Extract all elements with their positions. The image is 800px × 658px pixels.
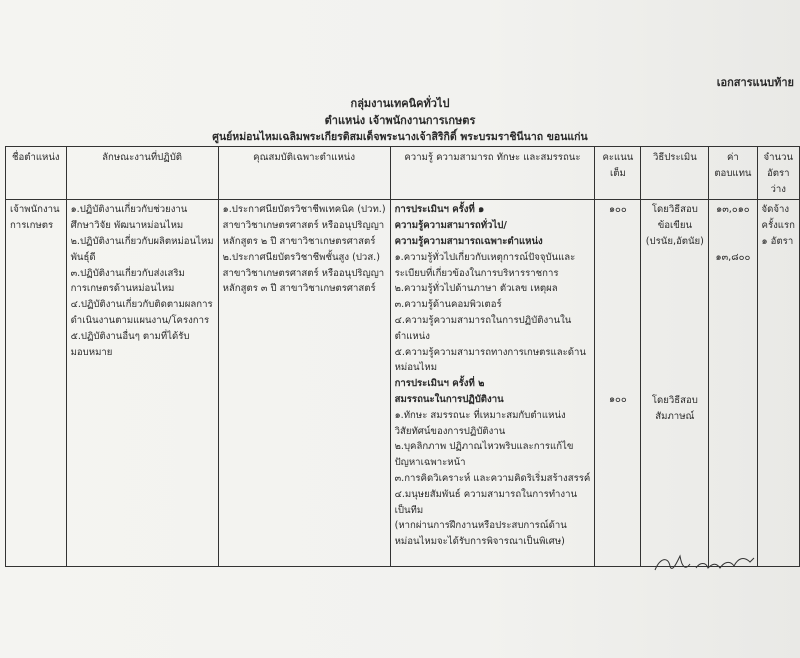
compensation-1: ๑๓,๐๑๐	[716, 204, 750, 216]
header-method: วิธีประเมิน	[641, 147, 709, 200]
competency-cell	[390, 200, 595, 567]
text-line: ตำแหน่ง	[394, 330, 430, 342]
text-line: โดยวิธีสอบ	[651, 204, 698, 216]
text-line: สมรรถนะในการปฏิบัติงาน	[394, 393, 504, 405]
round1-method	[645, 202, 704, 249]
text-line: การเกษตร	[10, 220, 54, 232]
header-score: คะแนนเต็ม	[595, 147, 641, 200]
text-line: ๕.ความรู้ความสามารถทางการเกษตรและด้าน	[394, 346, 586, 358]
text-line: ข้อเขียน	[657, 220, 693, 232]
round2-subtitle	[395, 392, 591, 408]
text-line: ๑.ทักษะ สมรรถนะ ที่เหมาะสมกับตำแหน่ง	[394, 409, 566, 421]
duties-cell	[66, 200, 218, 567]
text-line: ความรู้ความสามารถทั่วไป/	[394, 220, 507, 232]
text-line: ๒.ประกาศนียบัตรวิชาชีพชั้นสูง (ปวส.)	[222, 251, 380, 263]
text-line: (ปรนัย,อัตนัย)	[645, 235, 704, 247]
text-line: เป็นทีม	[394, 504, 424, 516]
header-vacancy: จำนวน อัตราว่าง	[757, 147, 799, 200]
vacancy-cell	[757, 200, 799, 567]
text-line: (หากผ่านการฝึกงานหรือประสบการณ์ด้าน	[394, 520, 567, 532]
text-line: ศึกษาวิจัย พัฒนาหม่อนไหม	[70, 220, 184, 232]
text-line: ๔.มนุษยสัมพันธ์ ความสามารถในการทำงาน	[394, 488, 578, 500]
round2-title: การประเมินฯ ครั้งที่ ๒	[394, 378, 485, 390]
round2-items	[395, 408, 591, 550]
text-line: การเกษตรด้านหม่อนไหม	[70, 283, 175, 295]
text-line: ระเบียบที่เกี่ยวข้องในการบริหารราชการ	[394, 267, 559, 279]
text-line: ครั้งแรก	[761, 220, 795, 232]
text-line: ความรู้ความสามารถเฉพาะตำแหน่ง	[394, 235, 543, 247]
round2-score: ๑๐๐	[608, 394, 627, 406]
table-row	[6, 200, 800, 567]
text-line: หลักสูตร ๒ ปี สาขาวิชาเกษตรศาสตร์	[222, 235, 376, 247]
round1-subtitle	[395, 218, 591, 250]
text-line: วิสัยทัศน์ของการปฏิบัติงาน	[394, 425, 506, 437]
position-title: ตำแหน่ง เจ้าพนักงานการเกษตร	[324, 114, 476, 127]
position-cell	[6, 200, 67, 567]
text-line: สาขาวิชาเกษตรศาสตร์ หรืออนุปริญญา	[222, 220, 385, 232]
compensation-cell	[709, 200, 757, 567]
text-line: ๔.ปฏิบัติงานเกี่ยวกับติดตามผลการ	[70, 299, 213, 311]
group-title: กลุ่มงานเทคนิคทั่วไป	[350, 97, 450, 110]
text-line: หม่อนไหม	[394, 362, 438, 374]
header-row	[6, 147, 800, 200]
text-line: หลักสูตร ๓ ปี สาขาวิชาเกษตรศาสตร์	[222, 283, 376, 295]
text-line: ๑.ความรู้ทั่วไปเกี่ยวกับเหตุการณ์ปัจจุบันและ	[394, 251, 576, 263]
text-line: หม่อนไหมจะได้รับการพิจารณาเป็นพิเศษ)	[394, 536, 565, 548]
annex-label: เอกสารแนบท้าย	[716, 76, 794, 89]
text-line: มอบหมาย	[70, 346, 113, 358]
round1-items	[395, 250, 591, 376]
qualifications-cell	[218, 200, 390, 567]
text-line: ๒.ปฏิบัติงานเกี่ยวกับผลิตหม่อนไหม	[70, 235, 214, 247]
score-cell	[595, 200, 641, 567]
header-competency: ความรู้ ความสามารถ ทักษะ และสมรรถนะ	[390, 147, 595, 200]
position-table	[5, 146, 800, 567]
round1-score: ๑๐๐	[608, 204, 627, 216]
header-qualifications: คุณสมบัติเฉพาะตำแหน่ง	[218, 147, 390, 200]
text-line: ๓.ความรู้ด้านคอมพิวเตอร์	[394, 299, 502, 311]
text-line: ๑ อัตรา	[761, 235, 794, 247]
text-line: ๕.ปฏิบัติงานอื่นๆ ตามที่ได้รับ	[70, 330, 190, 342]
text-line: ๔.ความรู้ความสามารถในการปฏิบัติงานใน	[394, 314, 572, 326]
text-line: ๓.ปฏิบัติงานเกี่ยวกับส่งเสริม	[70, 267, 185, 279]
text-line: ๒.ความรู้ทั่วไปด้านภาษา ตัวเลข เหตุผล	[394, 283, 558, 295]
text-line: ๑.ประกาศนียบัตรวิชาชีพเทคนิค (ปวท.)	[222, 204, 386, 216]
text-line: ปัญหาเฉพาะหน้า	[394, 457, 466, 469]
compensation-2: ๑๓,๘๐๐	[715, 252, 751, 264]
header-duties: ลักษณะงานที่ปฏิบัติ	[66, 147, 218, 200]
text-line: สาขาวิชาเกษตรศาสตร์ หรืออนุปริญญา	[222, 267, 385, 279]
text-line: โดยวิธีสอบ	[651, 394, 698, 406]
text-line: จัดจ้าง	[761, 204, 790, 216]
header-compensation: ค่าตอบแทน	[709, 147, 757, 200]
text-line: ๓.การคิดวิเคราะห์ และความคิดริเริ่มสร้างสรรค์	[394, 472, 591, 484]
text-line: พันธุ์ดี	[70, 251, 96, 263]
text-line: ๑.ปฏิบัติงานเกี่ยวกับช่วยงาน	[70, 204, 188, 216]
text-line: เจ้าพนักงาน	[10, 204, 60, 216]
signature	[650, 548, 770, 578]
center-title: ศูนย์หม่อนไหมเฉลิมพระเกียรติสมเด็จพระนางเจ้าสิริกิติ์ พระบรมราชินีนาถ ขอนแก่น	[212, 131, 588, 143]
round1-title: การประเมินฯ ครั้งที่ ๑	[394, 204, 485, 216]
text-line: ๒.บุคลิกภาพ ปฏิภาณไหวพริบและการแก้ไข	[394, 441, 574, 453]
text-line: ดำเนินงานตามแผนงาน/โครงการ	[70, 314, 210, 326]
method-cell	[641, 200, 709, 567]
round2-method	[645, 393, 704, 425]
header-position: ชื่อตำแหน่ง	[6, 147, 67, 200]
text-line: สัมภาษณ์	[655, 410, 695, 422]
